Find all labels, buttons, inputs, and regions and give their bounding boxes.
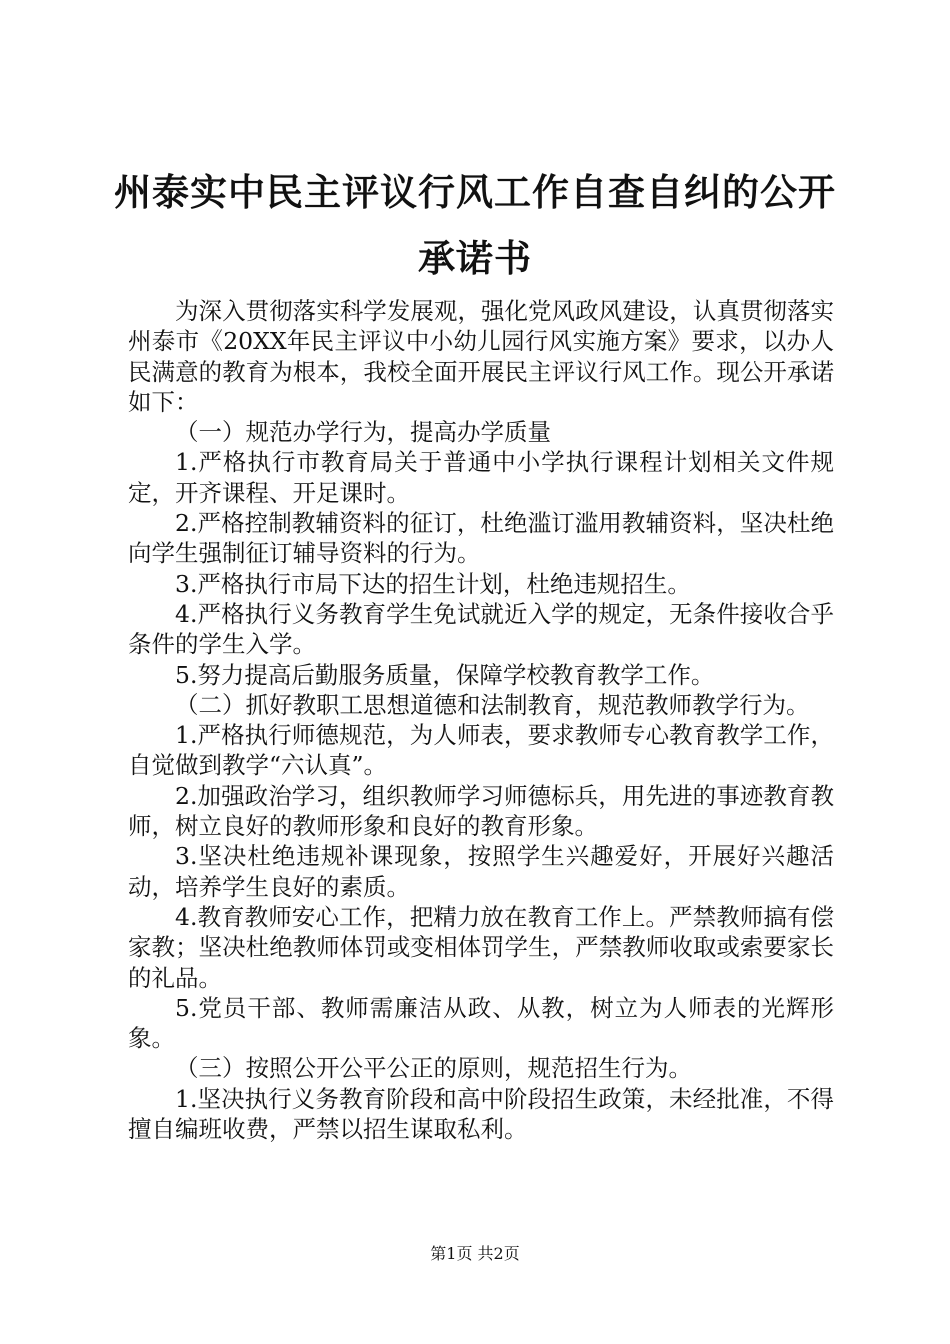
document-body: [128, 296, 834, 1144]
section-heading-1: （一）规范办学行为，提高办学质量: [175, 418, 551, 447]
section-heading-2: （二）抓好教职工思想道德和法制教育，规范教师教学行为。: [175, 690, 810, 719]
list-item: 2.严格控制教辅资料的征订，杜绝滥订滥用教辅资料，坚决杜绝向学生强制征订辅导资料的行为。: [128, 509, 834, 568]
list-item: 3.坚决杜绝违规补课现象，按照学生兴趣爱好，开展好兴趣活动，培养学生良好的素质。: [128, 842, 834, 901]
list-item: 5.党员干部、教师需廉洁从政、从教，树立为人师表的光辉形象。: [128, 993, 834, 1053]
intro-paragraph: 为深入贯彻落实科学发展观，强化党风政风建设，认真贯彻落实州泰市《20XX年民主评议中小幼儿园行风实施方案》要求，以办人民满意的教育为根本，我校全面开展民主评议行风工作。现公开承诺如下：: [128, 297, 834, 416]
section-heading-3: （三）按照公开公平公正的原则，规范招生行为。: [175, 1054, 692, 1083]
page-footer: [0, 1244, 950, 1264]
list-item: 4.教育教师安心工作，把精力放在教育工作上。严禁教师搞有偿家教；坚决杜绝教师体罚或变相体罚学生，严禁教师收取或索要家长的礼品。: [128, 902, 834, 992]
list-item: 5.努力提高后勤服务质量，保障学校教育教学工作。: [175, 660, 715, 689]
list-item: 3.严格执行市局下达的招生计划，杜绝违规招生。: [175, 569, 691, 598]
list-item: 1.严格执行市教育局关于普通中小学执行课程计划相关文件规定，开齐课程、开足课时。: [128, 448, 834, 507]
list-item: 1.坚决执行义务教育阶段和高中阶段招生政策，未经批准，不得擅自编班收费，严禁以招生谋取私利。: [128, 1084, 834, 1144]
document-title: 州泰实中民主评议行风工作自查自纠的公开承诺书: [114, 171, 836, 280]
list-item: 2.加强政治学习，组织教师学习师德标兵，用先进的事迹教育教师，树立良好的教师形象和良好的教育形象。: [128, 781, 834, 841]
list-item: 4.严格执行义务教育学生免试就近入学的规定，无条件接收合乎条件的学生入学。: [128, 599, 834, 659]
list-item: 1.严格执行师德规范，为人师表，要求教师专心教育教学工作，自觉做到教学“六认真”。: [128, 721, 834, 780]
page-indicator: 第1页 共2页: [430, 1244, 520, 1263]
